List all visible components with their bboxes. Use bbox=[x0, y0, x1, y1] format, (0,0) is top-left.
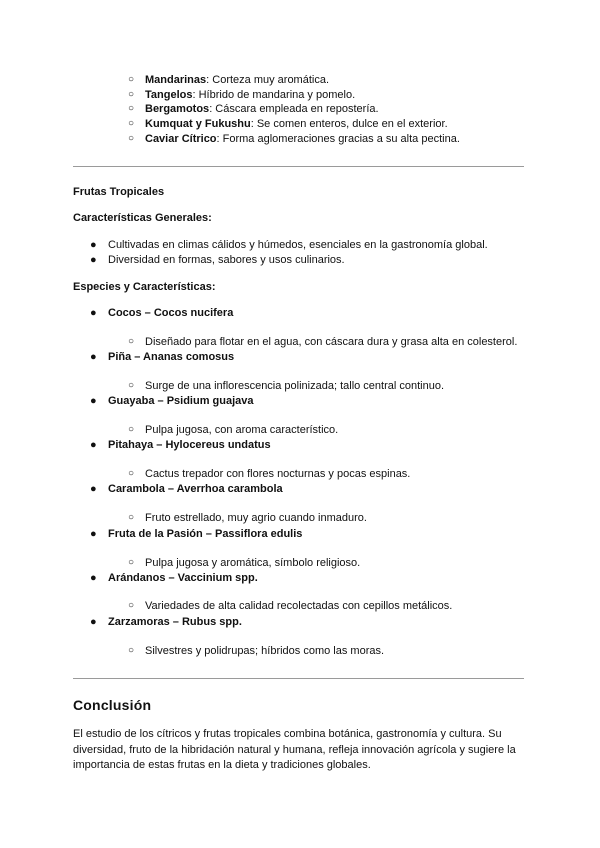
filled-bullet-icon: ● bbox=[90, 616, 97, 628]
item-name: Tangelos bbox=[145, 89, 193, 101]
hollow-bullet-icon: ○ bbox=[128, 103, 135, 114]
item-name: Bergamotos bbox=[145, 103, 210, 115]
hollow-bullet-icon: ○ bbox=[128, 424, 135, 435]
hollow-bullet-icon: ○ bbox=[128, 380, 135, 391]
list-item bbox=[145, 102, 379, 116]
filled-bullet-icon: ● bbox=[90, 239, 97, 251]
species-detail: Pulpa jugosa, con aroma característico. bbox=[145, 424, 339, 436]
list-item bbox=[145, 117, 448, 131]
species-title: Cocos – Cocos nucifera bbox=[108, 307, 234, 319]
conclusion-line: El estudio de los cítricos y frutas tropicales combina botánica, gastronomía y cultura. Su bbox=[73, 728, 502, 740]
list-item bbox=[145, 88, 355, 102]
filled-bullet-icon: ● bbox=[90, 351, 97, 363]
filled-bullet-icon: ● bbox=[90, 439, 97, 451]
filled-bullet-icon: ● bbox=[90, 528, 97, 540]
horizontal-divider bbox=[73, 678, 524, 679]
hollow-bullet-icon: ○ bbox=[128, 118, 135, 129]
species-title: Zarzamoras – Rubus spp. bbox=[108, 616, 242, 628]
species-detail: Variedades de alta calidad recolectadas con cepillos metálicos. bbox=[145, 600, 453, 612]
item-desc: : Se comen enteros, dulce en el exterior. bbox=[250, 118, 448, 130]
conclusion-line: importancia de estas frutas en la dieta y tradiciones globales. bbox=[73, 759, 371, 771]
species-title: Pitahaya – Hylocereus undatus bbox=[108, 439, 271, 451]
species-detail: Diseñado para flotar en el agua, con cáscara dura y grasa alta en colesterol. bbox=[145, 336, 518, 348]
horizontal-divider bbox=[73, 166, 524, 167]
filled-bullet-icon: ● bbox=[90, 254, 97, 266]
filled-bullet-icon: ● bbox=[90, 572, 97, 584]
filled-bullet-icon: ● bbox=[90, 483, 97, 495]
filled-bullet-icon: ● bbox=[90, 307, 97, 319]
species-detail: Fruto estrellado, muy agrio cuando inmaduro. bbox=[145, 512, 367, 524]
list-item bbox=[145, 132, 460, 146]
section-title: Frutas Tropicales bbox=[73, 186, 165, 198]
species-detail: Pulpa jugosa y aromática, símbolo religioso. bbox=[145, 557, 361, 569]
hollow-bullet-icon: ○ bbox=[128, 645, 135, 656]
species-title: Piña – Ananas comosus bbox=[108, 351, 235, 363]
conclusion-line: diversidad, fruto de la hibridación natural y humana, refleja innovación agrícola y sugiere la bbox=[73, 744, 516, 756]
item-name: Caviar Cítrico bbox=[145, 133, 217, 145]
hollow-bullet-icon: ○ bbox=[128, 512, 135, 523]
item-name: Kumquat y Fukushu bbox=[145, 118, 251, 130]
filled-bullet-icon: ● bbox=[90, 395, 97, 407]
item-desc: : Corteza muy aromática. bbox=[206, 74, 330, 86]
species-heading: Especies y Características: bbox=[73, 281, 216, 293]
species-title: Arándanos – Vaccinium spp. bbox=[108, 572, 258, 584]
hollow-bullet-icon: ○ bbox=[128, 557, 135, 568]
general-heading: Características Generales: bbox=[73, 212, 212, 224]
item-name: Mandarinas bbox=[145, 74, 207, 86]
species-detail: Surge de una inflorescencia polinizada; tallo central continuo. bbox=[145, 380, 445, 392]
species-detail: Silvestres y polidrupas; híbridos como las moras. bbox=[145, 645, 385, 657]
conclusion-title: Conclusión bbox=[73, 697, 152, 713]
species-title: Carambola – Averrhoa carambola bbox=[108, 483, 283, 495]
list-item bbox=[145, 73, 329, 87]
species-title: Fruta de la Pasión – Passiflora edulis bbox=[108, 528, 303, 540]
hollow-bullet-icon: ○ bbox=[128, 74, 135, 85]
item-desc: : Cáscara empleada en repostería. bbox=[209, 103, 379, 115]
hollow-bullet-icon: ○ bbox=[128, 89, 135, 100]
item-desc: : Híbrido de mandarina y pomelo. bbox=[192, 89, 356, 101]
species-title: Guayaba – Psidium guajava bbox=[108, 395, 254, 407]
hollow-bullet-icon: ○ bbox=[128, 133, 135, 144]
species-detail: Cactus trepador con flores nocturnas y pocas espinas. bbox=[145, 468, 411, 480]
item-desc: : Forma aglomeraciones gracias a su alta pectina. bbox=[216, 133, 460, 145]
list-item: Cultivadas en climas cálidos y húmedos, esenciales en la gastronomía global. bbox=[108, 239, 488, 251]
hollow-bullet-icon: ○ bbox=[128, 336, 135, 347]
hollow-bullet-icon: ○ bbox=[128, 600, 135, 611]
hollow-bullet-icon: ○ bbox=[128, 468, 135, 479]
list-item: Diversidad en formas, sabores y usos culinarios. bbox=[108, 254, 345, 266]
